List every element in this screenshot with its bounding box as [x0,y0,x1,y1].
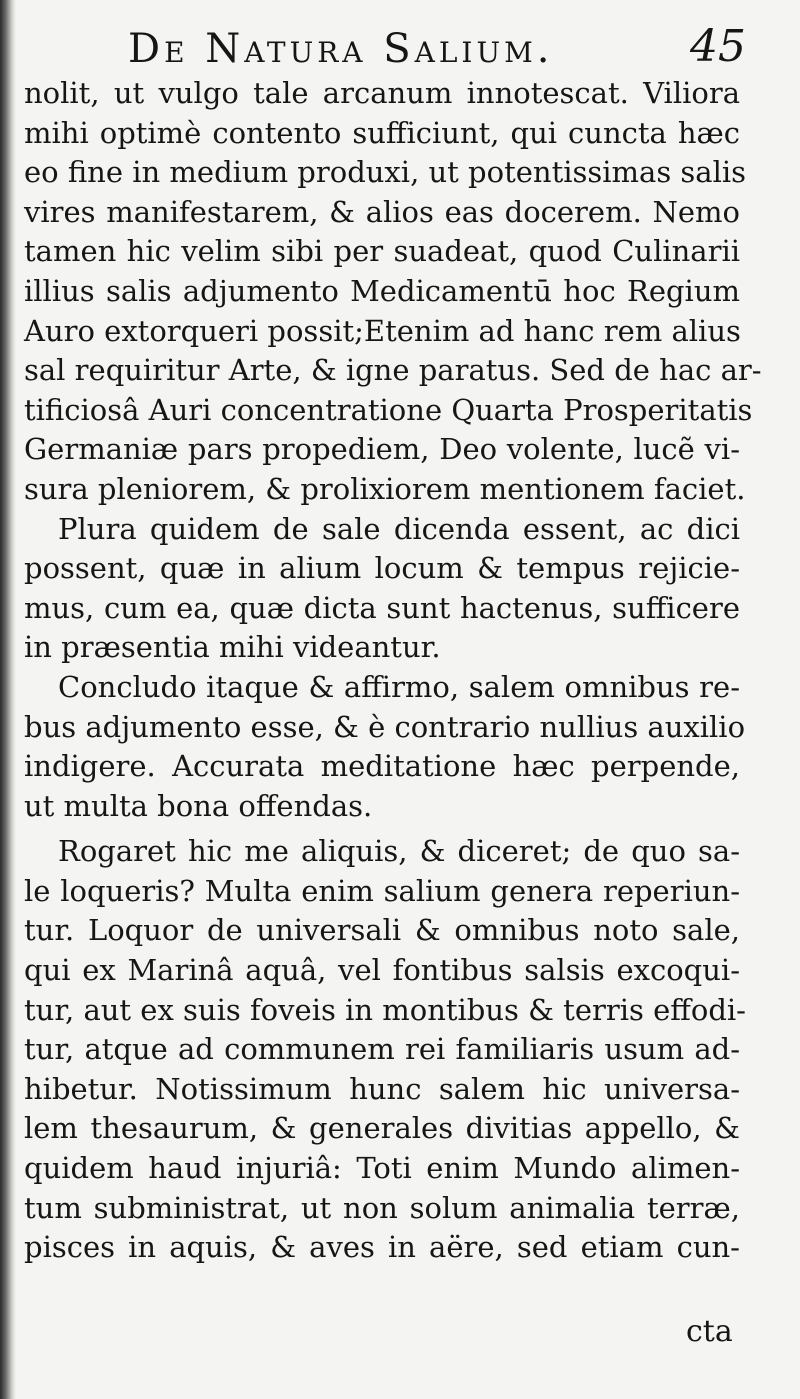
text-line: hibetur. Notissimum hunc salem hic universa- [24,1071,740,1106]
page-gutter-shadow [0,0,16,1399]
text-line: quidem haud injuriâ: Toti enim Mundo alimen- [24,1151,740,1186]
text-line: tur, atque ad communem rei familiaris usum ad- [24,1032,740,1067]
text-line: tificiosâ Auri concentratione Quarta Prosperitatis [24,392,753,427]
text-line: le loqueris? Multa enim salium genera reperiun- [24,873,740,908]
paragraph-first-line: Concludo itaque & affirmo, salem omnibus re- [58,669,740,704]
text-line: nolit, ut vulgo tale arcanum innotescat. Viliora [24,76,740,110]
text-line: mihi optimè contento sufficiunt, qui cuncta hæc [24,115,740,150]
text-line: tum subministrat, ut non solum animalia terræ, [24,1190,740,1225]
paragraph-last-line: ut multa bona offendas. [24,788,373,823]
text-line: tur. Loquor de universali & omnibus noto sale, [24,913,740,948]
running-head [0,18,800,78]
text-line: bus adjumento esse, & è contrario nullius auxilio [24,709,746,744]
text-line: pisces in aquis, & aves in aëre, sed etiam cun- [24,1230,740,1265]
text-line: sal requiritur Arte, & igne paratus. Sed de hac ar- [24,353,762,388]
text-line: sura pleniorem, & prolixiorem mentionem faciet. [24,471,746,506]
catchword: cta [686,1314,733,1349]
text-line: Auro extorqueri possit;Etenim ad hanc rem alius [24,313,741,348]
paragraph-last-line: in præsentia mihi videantur. [24,630,441,665]
paragraph-first-line: Rogaret hic me aliquis, & diceret; de quo sa- [58,834,740,869]
paragraph-first-line: Plura quidem de sale dicenda essent, ac dici [58,511,740,546]
body-text [24,74,762,1268]
text-line: mus, cum ea, quæ dicta sunt hactenus, sufficere [24,590,740,625]
text-line: eo fine in medium produxi, ut potentissimas salis [24,155,747,190]
text-line: Germaniæ pars propediem, Deo volente, lucẽ vi- [24,432,740,467]
running-title: De Natura Salium. [128,26,554,72]
text-line: tamen hic velim sibi per suadeat, quod Culinarii [24,234,740,269]
page-number: 45 [690,21,746,72]
text-line: vires manifestarem, & alios eas docerem. Nemo [24,194,740,229]
text-line: tur, aut ex suis foveis in montibus & terris effodi- [24,992,746,1027]
text-line: indigere. Accurata meditatione hæc perpende, [24,749,740,784]
text-line: possent, quæ in alium locum & tempus rejicie- [24,551,740,586]
text-line: lem thesaurum, & generales divitias appello, & [24,1111,740,1146]
text-line: qui ex Marinâ aquâ, vel fontibus salsis excoqui- [24,953,740,988]
text-line: illius salis adjumento Medicamentū hoc Regium [24,273,740,308]
